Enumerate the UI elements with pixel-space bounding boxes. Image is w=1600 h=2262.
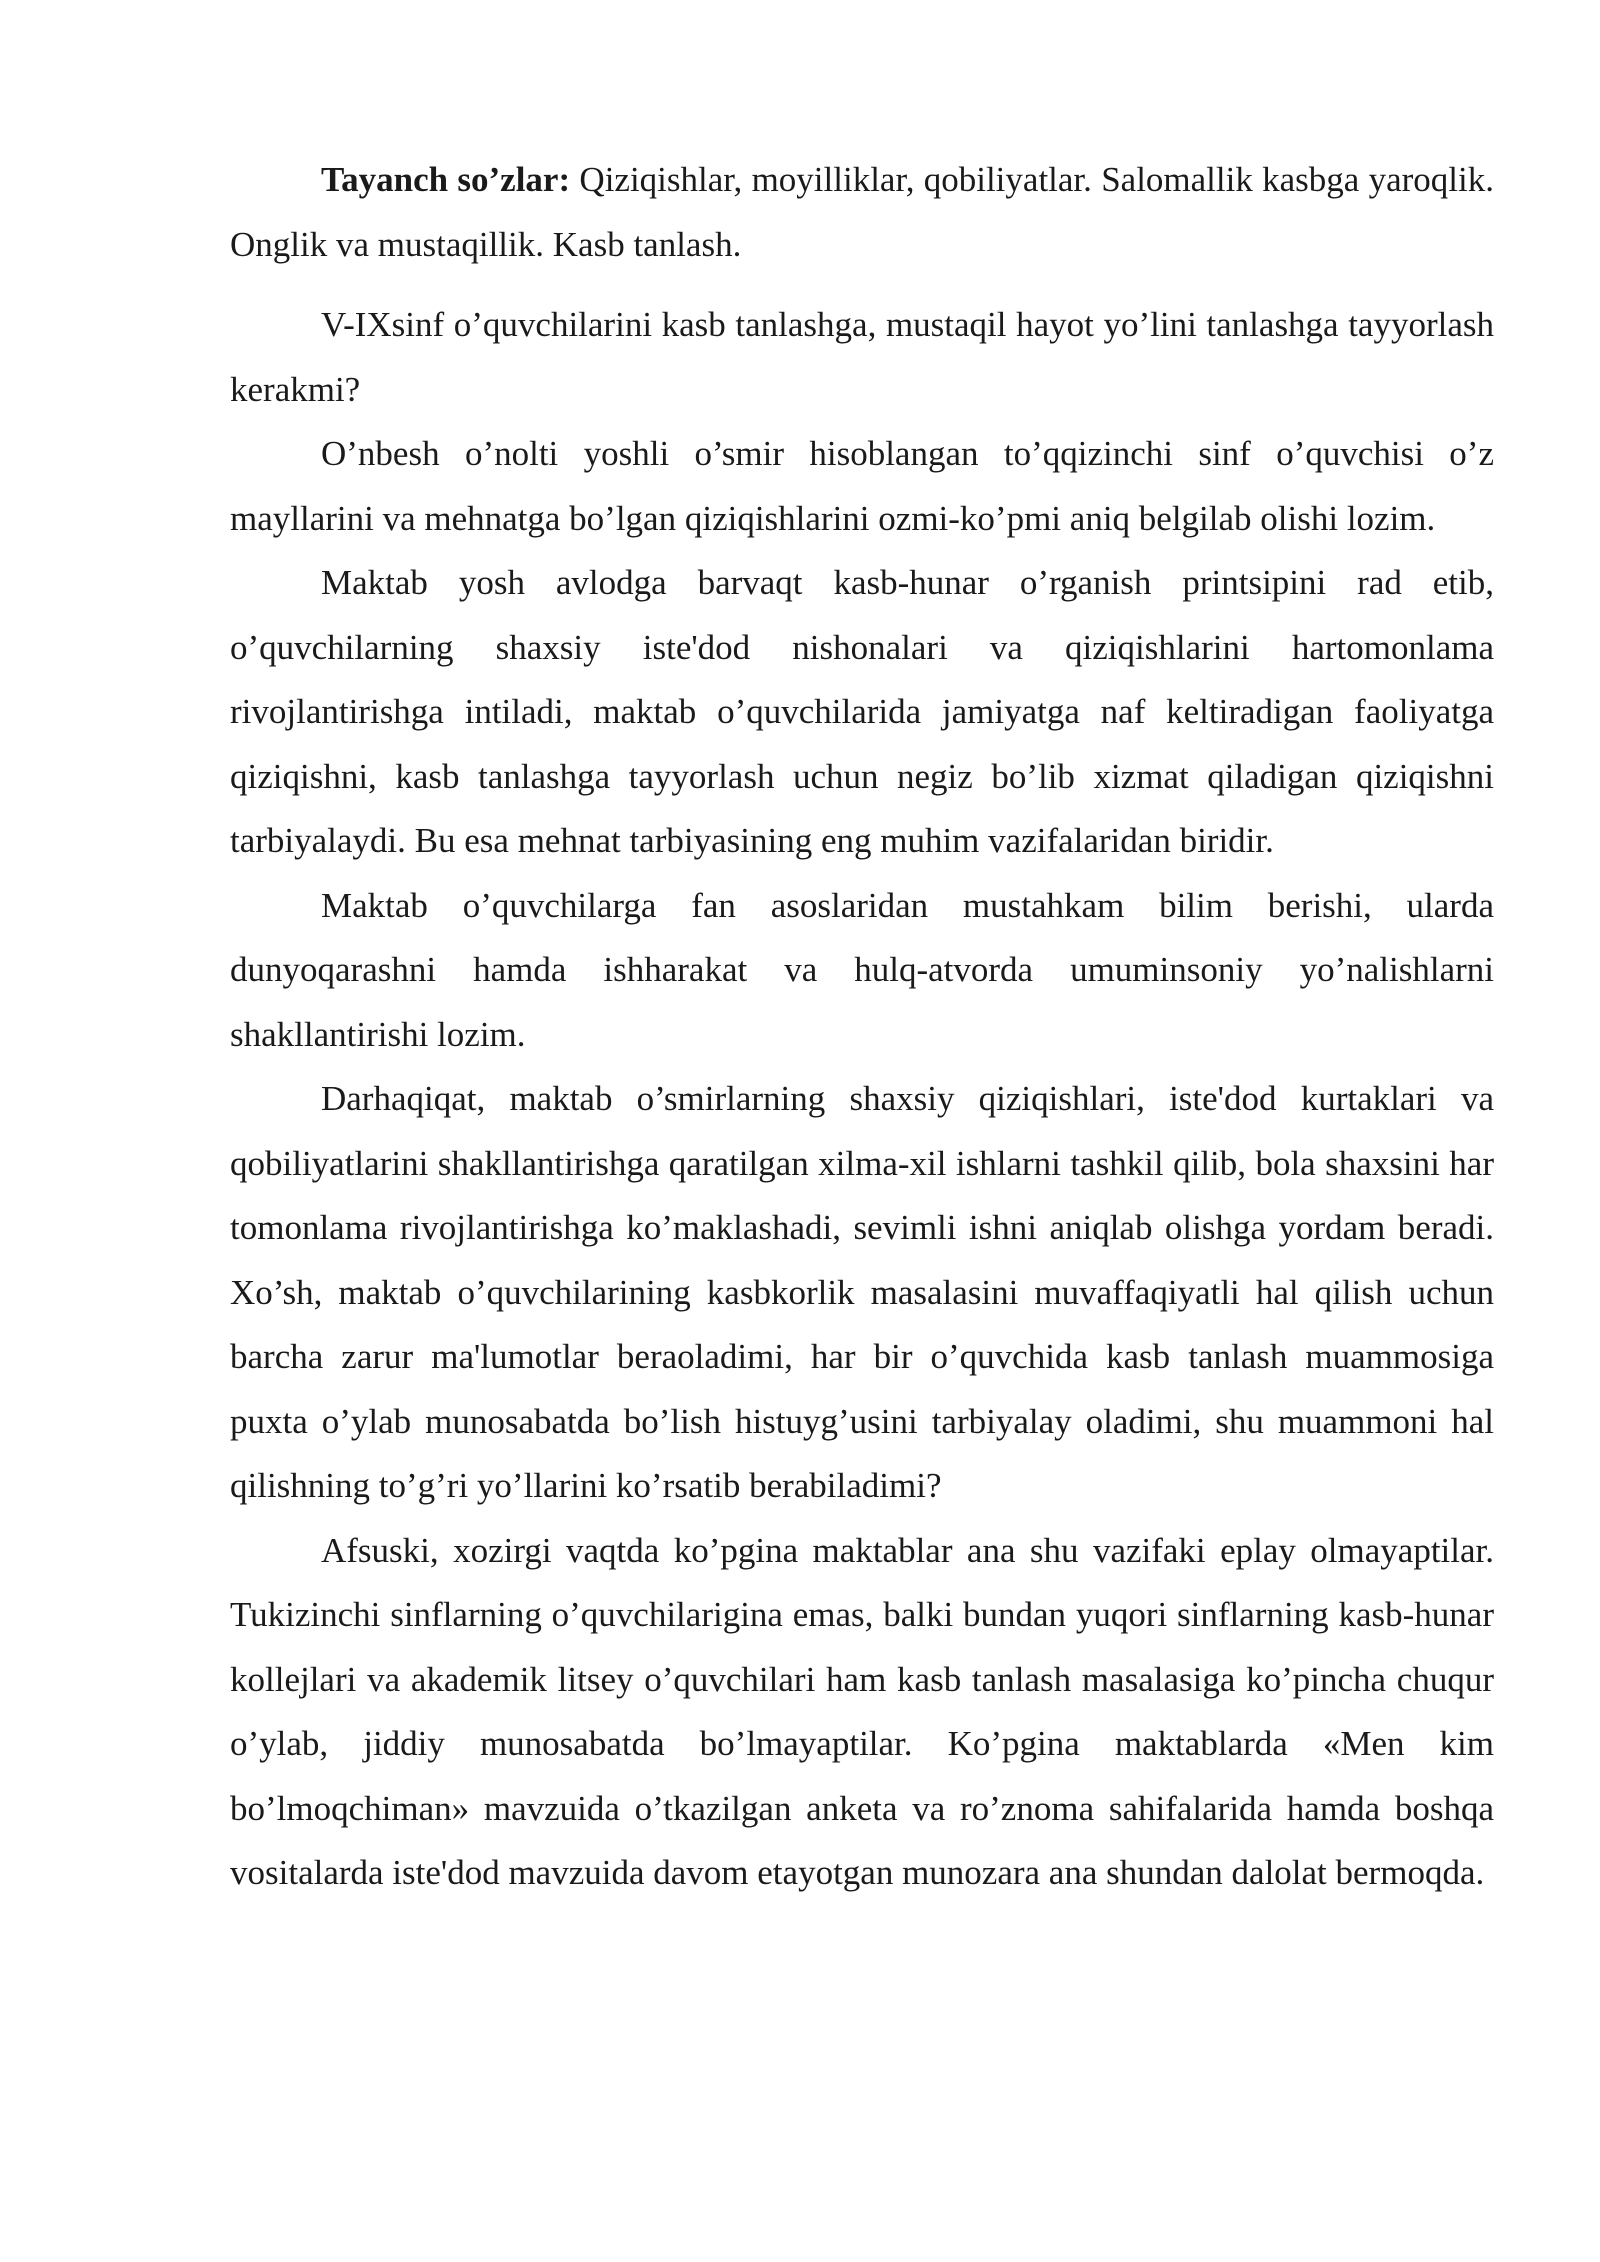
keywords-text: Qiziqishlar, moyilliklar, qobiliyatlar. Salomallik kasbga yaroqlik. Onglik va mustaqillik. Kasb tanlash. [230, 160, 1494, 264]
document-body [230, 148, 1494, 1906]
paragraph-age: O’nbesh o’nolti yoshli o’smir hisoblangan to’qqizinchi sinf o’quvchisi o’z mayllarini va mehnatga bo’lgan qiziqishlarini ozmi-ko’pmi aniq belgilab olishi lozim. [230, 434, 1494, 538]
keywords-label: Tayanch so’zlar: [321, 160, 571, 199]
paragraph-school-role: Maktab yosh avlodga barvaqt kasb-hunar o’rganish printsipini rad etib, o’quvchilarning shaxsiy iste'dod nishonalari va qiziqishlarini hartomonlama rivojlantirishga intiladi, maktab o’quvchilarida jamiyatga naf keltiradigan faoliyatga qiziqishni, kasb tanlashga tayyorlash uchun negiz bo’lib xizmat qiladigan qiziqishni tarbiyalaydi. Bu esa mehnat tarbiyasining eng muhim vazifalaridan biridir. [230, 563, 1494, 860]
paragraph-knowledge: Maktab o’quvchilarga fan asoslaridan mustahkam bilim berishi, ularda dunyoqarashni hamda ishharakat va hulq-atvorda umuminsoniy yo’nalishlarni shakllantirishi lozim. [230, 885, 1494, 1054]
paragraph-question: V-IXsinf o’quvchilarini kasb tanlashga, mustaqil hayot yo’lini tanlashga tayyorlash kerakmi? [230, 305, 1494, 409]
paragraph-indeed: Darhaqiqat, maktab o’smirlarning shaxsiy qiziqishlari, iste'dod kurtaklari va qobiliyatlarini shakllantirishga qaratilgan xilma-xil ishlarni tashkil qilib, bola shaxsini har tomonlama rivojlantirishga ko’maklashadi, sevimli ishni aniqlab olishga yordam beradi. Xo’sh, maktab o’quvchilarining kasbkorlik masalasini muvaffaqiyatli hal qilish uchun barcha zarur ma'lumotlar beraoladimi, har bir o’quvchida kasb tanlash muammosiga puxta o’ylab munosabatda bo’lish histuyg’usini tarbiyalay oladimi, shu muammoni hal qilishning to’g’ri yo’llarini ko’rsatib berabiladimi? [230, 1079, 1494, 1505]
keywords-paragraph [230, 148, 1494, 277]
paragraph-unfortunately: Afsuski, xozirgi vaqtda ko’pgina maktablar ana shu vazifaki eplay olmayaptilar. Tukizinchi sinflarning o’quvchilarigina emas, balki bundan yuqori sinflarning kasb-hunar kollejlari va akademik litsey o’quvchilari ham kasb tanlash masalasiga ko’pincha chuqur o’ylab, jiddiy munosabatda bo’lmayaptilar. Ko’pgina maktablarda «Men kim bo’lmoqchiman» mavzuida o’tkazilgan anketa va ro’znoma sahifalarida hamda boshqa vositalarda iste'dod mavzuida davom etayotgan munozara ana shundan dalolat bermoqda. [230, 1530, 1494, 1892]
